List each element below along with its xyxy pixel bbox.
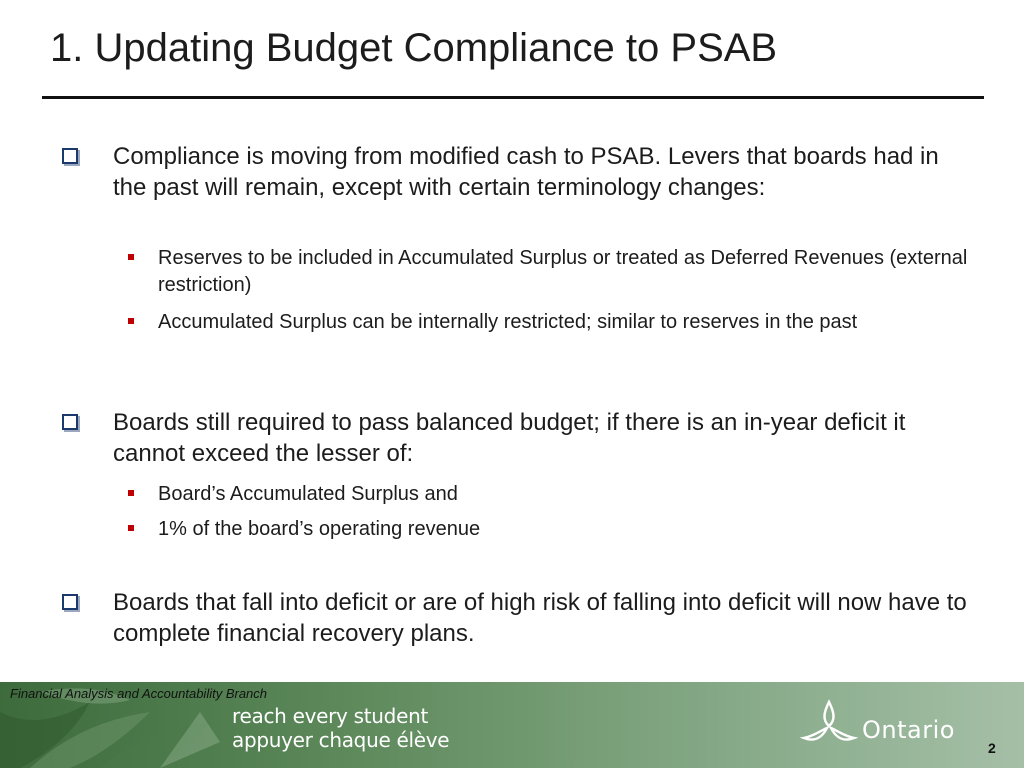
checkbox-bullet-icon [62, 594, 78, 610]
checkbox-bullet-icon [62, 414, 78, 430]
square-bullet-icon [128, 318, 134, 324]
tagline-french: appuyer chaque élève [232, 728, 450, 752]
page-number: 2 [988, 740, 996, 756]
slide-title: 1. Updating Budget Compliance to PSAB [50, 26, 778, 70]
bullet-1-sub-1-text: Reserves to be included in Accumulated Surplus or treated as Deferred Revenues (external restriction) [158, 247, 968, 296]
square-bullet-icon [128, 490, 134, 496]
trillium-logo-icon [800, 698, 858, 750]
square-bullet-icon [128, 525, 134, 531]
tagline-english: reach every student [232, 704, 428, 728]
footer-banner [0, 682, 1024, 768]
checkbox-bullet-icon [62, 148, 78, 164]
ontario-logo-text: Ontario [862, 716, 955, 744]
bullet-2-text: Boards still required to pass balanced budget; if there is an in-year deficit it cannot exceed the lesser of: [113, 409, 906, 467]
bullet-2-sub-2-text: 1% of the board’s operating revenue [158, 518, 481, 540]
bullet-2-sub-1-text: Board’s Accumulated Surplus and [158, 483, 458, 505]
branch-name: Financial Analysis and Accountability Branch [10, 686, 268, 701]
title-underline [42, 96, 984, 99]
square-bullet-icon [128, 254, 134, 260]
bullet-1-sub-2-text: Accumulated Surplus can be internally restricted; similar to reserves in the past [158, 311, 858, 333]
bullet-3-text: Boards that fall into deficit or are of high risk of falling into deficit will now have to complete financial recovery plans. [113, 589, 967, 647]
bullet-1-text: Compliance is moving from modified cash to PSAB. Levers that boards had in the past will remain, except with certain terminology changes: [113, 143, 939, 201]
